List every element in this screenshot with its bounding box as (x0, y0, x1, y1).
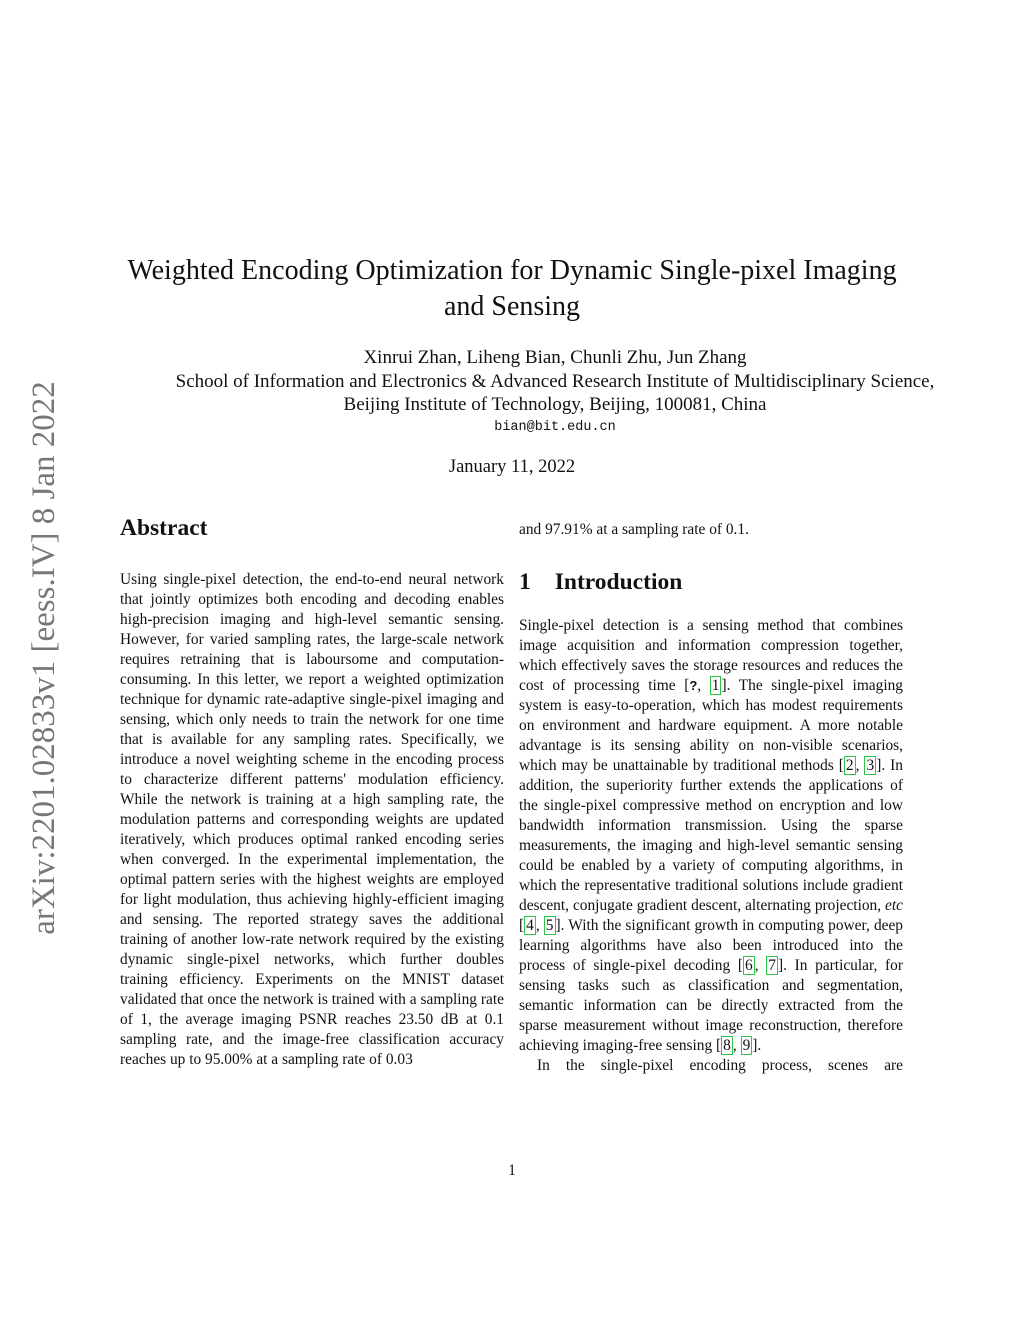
intro-text: ]. With the significant growth in computing power, deep learning algorithms have also been introduced into the process of single-pixel decoding [ (519, 917, 903, 974)
author-names: Xinrui Zhan, Liheng Bian, Chunli Zhu, Jun Zhang (363, 347, 747, 368)
introduction-paragraph-2: In the single-pixel encoding process, scenes are (537, 1057, 903, 1074)
citation-link[interactable]: 5 (545, 917, 554, 934)
abstract-continuation: and 97.91% at a sampling rate of 0.1. (519, 521, 749, 538)
author-email[interactable]: bian@bit.edu.cn (494, 419, 616, 435)
citation-link[interactable]: 7 (768, 957, 776, 974)
introduction-heading (519, 568, 903, 596)
citation-unresolved: ? (689, 678, 698, 693)
abstract-body: Using single-pixel detection, the end-to-end neural network that jointly optimizes both encoding and decoding enables high-precision imaging and high-level semantic sensing. However, for varied sampling rates, the large-scale network requires retraining that is laboursome and computation-consuming. In this letter, we report a weighted optimization technique for dynamic rate-adaptive single-pixel imaging and sensing, which only needs to train the network for one time that is available for any sampling rates. Specifically, we introduce a novel weighting scheme in the encoding process to characterize different patterns' modulation efficiency. While the network is training at a high sampling rate, the modulation patterns and corresponding weights are updated iteratively, which produces optimal ranked encoding series when converged. In the experimental implementation, the optimal pattern series with the highest weights are employed for light modulation, thus achieving highly-efficient imaging and sensing. The reported strategy saves the additional training of another low-rate network required by the existing dynamic single-pixel networks, which further doubles training efficiency. Experiments on the MNIST dataset validated that once the network is trained with a sampling rate of 1, the average imaging PSNR reaches 23.50 dB at 0.1 sampling rate, and the image-free classification accuracy reaches up to 95.00% at a sampling rate of 0.03 (120, 571, 504, 1068)
paper-title: Weighted Encoding Optimization for Dynamic Single-pixel Imaging and Sensing (127, 255, 897, 322)
introduction-paragraph-1: Single-pixel detection is a sensing method that combines image acquisition and information compression together, which effectively saves the storage resources and reduces the cost of processing time [?, 1 ]. The single-pixel imaging system is easy-to-operation, which has modest requirements on environment and hardware equipment. A more notable advantage is its sensing ability on non-visible scenarios, which may be unattainable by traditional methods [ 2 , 3 ]. In addition, the superiority further extends the applications of the single-pixel compressive method on encryption and low bandwidth information transmission. Using the sparse measurements, the imaging and high-level semantic sensing could be enabled by a variety of computing algorithms, in which the representative traditional solutions include gradient descent, conjugate gradient descent, alternating projection, etc [ 4 , 5 ]. With the significant growth in computing power, deep learning algorithms have also been introduced into the process of single-pixel decoding [ 6 , 7 ]. In particular, for sensing tasks such as classification and segmentation, semantic information can be directly extracted from the sparse measurement without image reconstruction, therefore achieving imaging-free sensing [ 8 , 9 ]. (519, 617, 903, 1054)
citation-link[interactable]: 3 (866, 757, 875, 774)
intro-text: ]. In addition, the superiority further extends the applications of the single-pixel compressive method on encryption and low bandwidth information transmission. Using the sparse measurements, the imaging and high-level semantic sensing could be enabled by a variety of computing algorithms, in which the representative traditional solutions include gradient descent, conjugate gradient descent, alternating projection, (519, 757, 903, 914)
intro-text: ]. The single-pixel imaging system is easy-to-operation, which has modest requirements on environment and hardware equipment. A more notable advantage is its sensing ability on non-visible scenarios, which may be unattainable by traditional methods [ (519, 677, 903, 774)
page-number: 1 (508, 1162, 516, 1179)
section-title: Introduction (554, 569, 683, 595)
citation-link[interactable]: 1 (711, 677, 720, 694)
left-column (120, 514, 504, 1070)
intro-text: ]. (752, 1037, 762, 1054)
author-block (100, 346, 1010, 439)
section-number: 1 (519, 569, 531, 595)
citation-link[interactable]: 2 (845, 757, 854, 774)
citation-link[interactable]: 9 (742, 1037, 751, 1054)
citation-link[interactable]: 6 (744, 957, 753, 974)
abstract-heading: Abstract (120, 515, 208, 541)
right-column (519, 520, 903, 1076)
etc-italic: etc (885, 897, 903, 914)
citation-link[interactable]: 8 (723, 1037, 731, 1054)
affiliation-line-1: School of Information and Electronics & Advanced Research Institute of Multidisciplinary Science, (175, 370, 935, 392)
affiliation-line-2: Beijing Institute of Technology, Beijing, 100081, China (343, 394, 767, 415)
intro-text: Single-pixel detection is a sensing method that combines image acquisition and information compression together, which effectively saves the storage resources and reduces the cost of processing time [ (519, 617, 903, 694)
citation-link[interactable]: 4 (526, 917, 534, 934)
paper-date: January 11, 2022 (448, 457, 576, 477)
arxiv-identifier: arXiv:2201.02833v1 [eess.IV] 8 Jan 2022 (26, 381, 62, 935)
intro-text: ]. In particular, for sensing tasks such as classification and segmentation, semantic information can be directly extracted from the sparse measurement without image reconstruction, therefore achieving imaging-free sensing [ (519, 957, 903, 1054)
